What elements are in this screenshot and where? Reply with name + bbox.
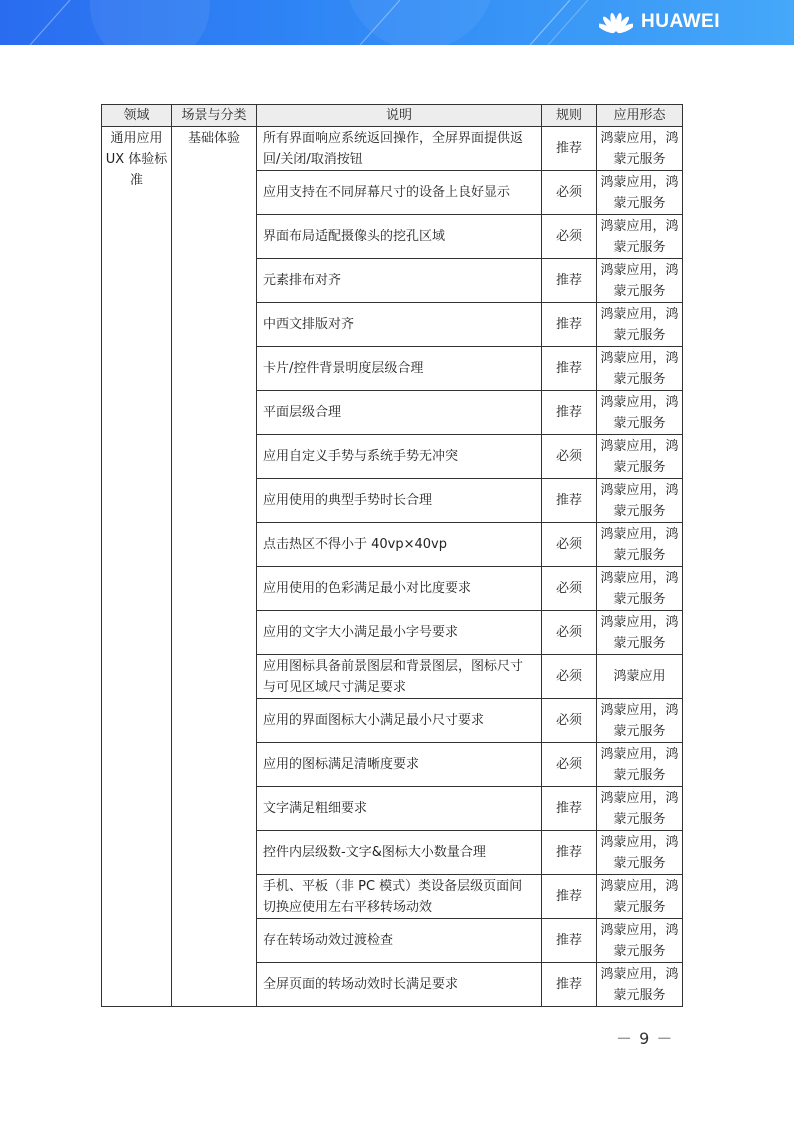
- rule-cell: 推荐: [542, 303, 597, 347]
- header-banner: [0, 0, 794, 45]
- description-cell: 应用的界面图标大小满足最小尺寸要求: [257, 699, 542, 743]
- rule-cell: 推荐: [542, 479, 597, 523]
- app-form-cell: 鸿蒙应用，鸿蒙元服务: [597, 435, 683, 479]
- description-cell: 元素排布对齐: [257, 259, 542, 303]
- description-cell: 应用支持在不同屏幕尺寸的设备上良好显示: [257, 171, 542, 215]
- rule-cell: 推荐: [542, 259, 597, 303]
- rule-cell: 推荐: [542, 787, 597, 831]
- description-cell: 中西文排版对齐: [257, 303, 542, 347]
- rule-cell: 必须: [542, 699, 597, 743]
- scene-cell: 基础体验: [172, 127, 257, 1007]
- description-cell: 应用使用的色彩满足最小对比度要求: [257, 567, 542, 611]
- app-form-cell: 鸿蒙应用，鸿蒙元服务: [597, 391, 683, 435]
- app-form-cell: 鸿蒙应用，鸿蒙元服务: [597, 259, 683, 303]
- header-scene: 场景与分类: [172, 105, 257, 127]
- app-form-cell: 鸿蒙应用，鸿蒙元服务: [597, 875, 683, 919]
- app-form-cell: 鸿蒙应用，鸿蒙元服务: [597, 347, 683, 391]
- table-header-row: [102, 105, 683, 127]
- rule-cell: 必须: [542, 611, 597, 655]
- description-cell: 应用的文字大小满足最小字号要求: [257, 611, 542, 655]
- table-body: [102, 127, 683, 1007]
- huawei-petal-icon: [599, 10, 633, 34]
- app-form-cell: 鸿蒙应用，鸿蒙元服务: [597, 919, 683, 963]
- app-form-cell: 鸿蒙应用，鸿蒙元服务: [597, 611, 683, 655]
- rule-cell: 必须: [542, 171, 597, 215]
- description-cell: 卡片/控件背景明度层级合理: [257, 347, 542, 391]
- description-cell: 存在转场动效过渡检查: [257, 919, 542, 963]
- rule-cell: 必须: [542, 743, 597, 787]
- rule-cell: 推荐: [542, 963, 597, 1007]
- app-form-cell: 鸿蒙应用，鸿蒙元服务: [597, 523, 683, 567]
- app-form-cell: 鸿蒙应用，鸿蒙元服务: [597, 787, 683, 831]
- app-form-cell: 鸿蒙应用，鸿蒙元服务: [597, 963, 683, 1007]
- rule-cell: 推荐: [542, 831, 597, 875]
- description-cell: 控件内层级数-文字&图标大小数量合理: [257, 831, 542, 875]
- description-cell: 应用图标具备前景图层和背景图层，图标尺寸与可见区域尺寸满足要求: [257, 655, 542, 699]
- header-rule: 规则: [542, 105, 597, 127]
- rule-cell: 推荐: [542, 347, 597, 391]
- rule-cell: 推荐: [542, 919, 597, 963]
- description-cell: 界面布局适配摄像头的挖孔区域: [257, 215, 542, 259]
- app-form-cell: 鸿蒙应用: [597, 655, 683, 699]
- app-form-cell: 鸿蒙应用，鸿蒙元服务: [597, 743, 683, 787]
- rule-cell: 必须: [542, 435, 597, 479]
- brand-name: HUAWEI: [641, 11, 720, 32]
- app-form-cell: 鸿蒙应用，鸿蒙元服务: [597, 699, 683, 743]
- header-description: 说明: [257, 105, 542, 127]
- rule-cell: 必须: [542, 215, 597, 259]
- rule-cell: 必须: [542, 655, 597, 699]
- description-cell: 平面层级合理: [257, 391, 542, 435]
- description-cell: 应用的图标满足清晰度要求: [257, 743, 542, 787]
- description-cell: 点击热区不得小于 40vp×40vp: [257, 523, 542, 567]
- app-form-cell: 鸿蒙应用，鸿蒙元服务: [597, 303, 683, 347]
- ux-standards-table: [101, 104, 683, 1007]
- app-form-cell: 鸿蒙应用，鸿蒙元服务: [597, 171, 683, 215]
- header-app-form: 应用形态: [597, 105, 683, 127]
- description-cell: 手机、平板（非 PC 模式）类设备层级页面间切换应使用左右平移转场动效: [257, 875, 542, 919]
- app-form-cell: 鸿蒙应用，鸿蒙元服务: [597, 479, 683, 523]
- description-cell: 所有界面响应系统返回操作，全屏界面提供返回/关闭/取消按钮: [257, 127, 542, 171]
- rule-cell: 推荐: [542, 127, 597, 171]
- table-row: [102, 127, 683, 171]
- app-form-cell: 鸿蒙应用，鸿蒙元服务: [597, 215, 683, 259]
- header-domain: 领域: [102, 105, 172, 127]
- page-number: － 9 －: [616, 1029, 674, 1048]
- rule-cell: 必须: [542, 523, 597, 567]
- app-form-cell: 鸿蒙应用，鸿蒙元服务: [597, 567, 683, 611]
- description-cell: 应用自定义手势与系统手势无冲突: [257, 435, 542, 479]
- app-form-cell: 鸿蒙应用，鸿蒙元服务: [597, 127, 683, 171]
- app-form-cell: 鸿蒙应用，鸿蒙元服务: [597, 831, 683, 875]
- rule-cell: 推荐: [542, 875, 597, 919]
- rule-cell: 必须: [542, 567, 597, 611]
- domain-cell: 通用应用UX 体验标准: [102, 127, 172, 1007]
- huawei-logo: [599, 10, 720, 34]
- description-cell: 全屏页面的转场动效时长满足要求: [257, 963, 542, 1007]
- description-cell: 文字满足粗细要求: [257, 787, 542, 831]
- description-cell: 应用使用的典型手势时长合理: [257, 479, 542, 523]
- rule-cell: 推荐: [542, 391, 597, 435]
